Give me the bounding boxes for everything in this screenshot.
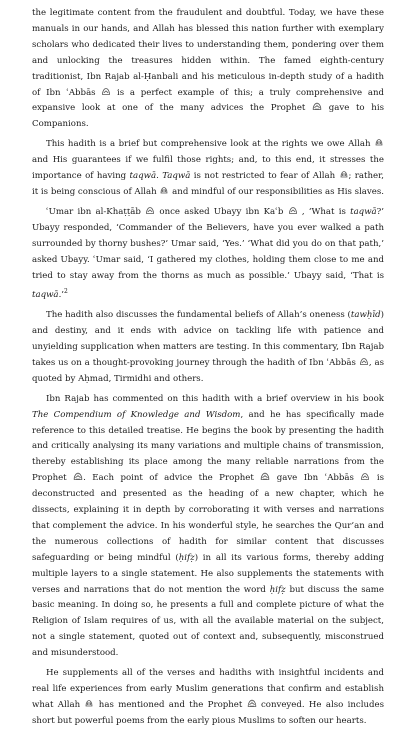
honorific-glyph-prophet-icon — [312, 102, 322, 111]
honorific-glyph-allah-icon — [84, 699, 94, 708]
honorific-glyph-companion-icon — [145, 206, 155, 215]
text-run: once asked Ubayy ibn Kaʿb — [155, 206, 288, 217]
text-run: .’ — [58, 290, 65, 301]
text-run: is not restricted to fear of Allah — [190, 171, 339, 182]
text-run: but discuss the same basic meaning. In doing so, he presents a full and complete picture of what the Religion of Islam requires of us, with all the available material on the subject, not a single statement, quoted out of context and, subsequently, misconstrued and misunderstood. — [32, 584, 384, 659]
italic-term: The Compendium of Knowledge and Wisdom — [32, 409, 241, 420]
text-run: Ibn Rajab has commented on this hadith with a brief overview in his book — [46, 393, 384, 404]
italic-term: taqwā — [129, 171, 157, 182]
text-run: The hadith also discusses the fundamental beliefs of Allah’s oneness ( — [46, 310, 351, 321]
text-run: has mentioned and the Prophet — [94, 699, 247, 710]
italic-term: taqwā — [350, 206, 377, 217]
footnote-marker: 2 — [64, 288, 68, 296]
honorific-glyph-companion-icon — [360, 472, 370, 481]
text-run: gave Ibn ʿAbbās — [270, 473, 361, 484]
italic-term: taqwā — [32, 290, 59, 301]
paragraph — [32, 137, 384, 201]
text-run: the legitimate content from the fraudulent and doubtful. Today, we have these manuals in our hands, and Allah has blessed this nation further with exemplary scholars who dedicated their lives to understanding them, pondering over them and unlocking the treasures hidden within. The famed eighth-century traditionist, Ibn Rajab al-Ḥanbali and his meticulous in-depth study of a hadith of Ibn ʿAbbās — [32, 8, 384, 98]
text-run: and mindful of our responsibilities as His slaves. — [169, 186, 385, 197]
text-run: and His guarantees if we fulfil those rights; and, to this end, it stresses the importance of having — [32, 155, 384, 182]
text-run: , and he has specifically made reference to this detailed treatise. He begins the book by presenting the hadith and critically analysing its many variations and multiple chains of transmission, thereby establishing its place among the many reliable narrations from the Prophet — [32, 409, 384, 484]
honorific-glyph-prophet-icon — [247, 699, 257, 708]
text-run: . Each point of advice the Prophet — [83, 473, 261, 484]
paragraph — [32, 666, 384, 730]
honorific-glyph-companion-icon — [101, 87, 111, 96]
text-run: , ‘What is — [297, 206, 351, 217]
text-run: ) in all its various forms, thereby adding multiple layers to a single statement. He also supplements the statements with verses and narrations that do not mention the word — [32, 552, 385, 595]
paragraph — [32, 205, 384, 304]
italic-term: ḥifẓ — [269, 584, 286, 595]
text-run: is deconstructed and presented as the heading of a new chapter, which he dissects, explaining it in depth by corroborating it with verses and narrations that complement the advice. In his wonderful style, he searches the Qur’an and the numerous collections of hadith for similar content that discusses safeguarding or being mindful ( — [32, 473, 385, 563]
honorific-glyph-prophet-icon — [73, 472, 83, 481]
honorific-glyph-allah-icon — [159, 186, 169, 195]
paragraph — [32, 6, 384, 133]
italic-term: ḥifẓ — [178, 552, 195, 563]
text-run: ; rather, it is being conscious of Allah — [32, 171, 384, 197]
text-run: He supplements all of the verses and hadiths with insightful incidents and real life experiences from early Muslim generations that confirm and establish what Allah — [32, 668, 384, 710]
paragraph — [32, 392, 384, 662]
italic-term: Taqwā — [162, 171, 191, 182]
honorific-glyph-prophet-icon — [260, 472, 270, 481]
honorific-glyph-companion-icon — [288, 206, 298, 215]
text-run: ) and destiny, and it ends with advice on tackling life with patience and unyielding supplication when matters are testing. In this commentary, Ibn Rajab takes us on a thought-provoking journey through the hadith of Ibn ʿAbbās — [32, 310, 384, 368]
text-run: gave to his Companions. — [32, 103, 384, 130]
text-run: . — [156, 171, 163, 182]
text-run: is a perfect example of this; a truly comprehensive and expansive look at one of the many advices the Prophet — [32, 87, 384, 114]
text-run: This hadith is a brief but comprehensive look at the rights we owe Allah — [46, 139, 374, 150]
body-text — [32, 6, 384, 730]
italic-term: tawḥīd — [350, 310, 381, 321]
text-run: , as quoted by Aḥmad, Tirmidhi and others. — [32, 357, 385, 384]
text-run: conveyed. He also includes short but powerful poems from the early pious Muslims to soften our hearts. — [32, 699, 384, 726]
paragraph — [32, 308, 384, 388]
honorific-glyph-companion-icon — [359, 357, 369, 366]
text-run: ʿUmar ibn al-Khaṭṭāb — [46, 206, 146, 217]
text-run: ?’ Ubayy responded, ‘Commander of the Believers, have you ever walked a path surrounded by thorny bushes?’ Umar said, ‘Yes.’ ‘What did you do on that path,’ asked Ubayy. ʿUmar said, ‘I gathered my clothes, holding them close to me and tried to stay away from the thorns as much as possible.’ Ubayy said, ‘That is — [32, 206, 385, 281]
honorific-glyph-allah-icon — [339, 170, 349, 179]
honorific-glyph-allah-icon — [374, 138, 384, 147]
